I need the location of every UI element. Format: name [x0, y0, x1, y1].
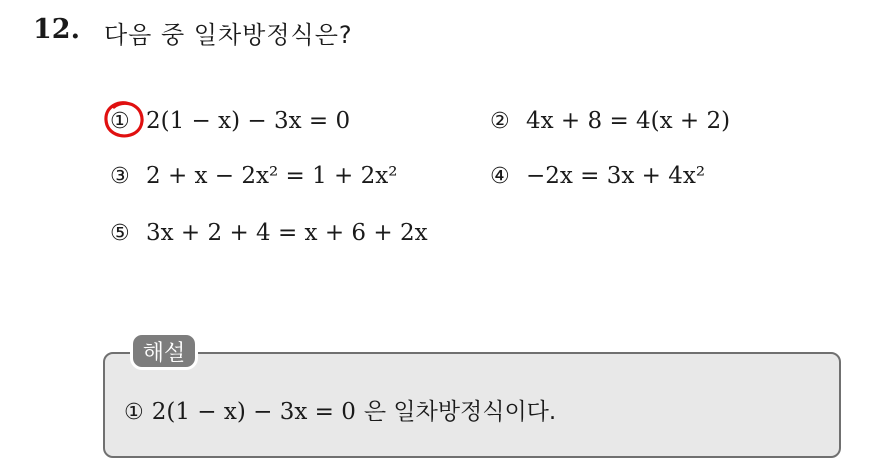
question-number: 12.	[33, 14, 80, 45]
choice-number: ③	[110, 164, 130, 189]
solution-explanation: 은 일차방정식이다.	[363, 399, 557, 425]
choice-number: ⑤	[110, 221, 130, 246]
choice-3[interactable]	[110, 163, 397, 189]
choice-equation: 3x + 2 + 4 = x + 6 + 2x	[146, 220, 428, 246]
choice-equation: 2(1 − x) − 3x = 0	[146, 108, 351, 134]
solution-text	[124, 393, 556, 426]
solution-tab: 해설	[130, 332, 198, 370]
choice-number: ①	[110, 109, 130, 134]
choice-4[interactable]	[490, 163, 705, 189]
choice-equation: 4x + 8 = 4(x + 2)	[526, 108, 731, 134]
choice-equation: 2 + x − 2x² = 1 + 2x²	[146, 163, 398, 189]
choice-number: ②	[490, 109, 510, 134]
choice-number: ④	[490, 164, 510, 189]
answer-mark-circle	[100, 98, 150, 142]
solution-number: ①	[124, 400, 144, 425]
choice-2[interactable]	[490, 108, 730, 134]
question-text: 다음 중 일차방정식은?	[104, 21, 353, 49]
solution-equation: 2(1 − x) − 3x = 0	[151, 399, 356, 425]
choice-equation: −2x = 3x + 4x²	[526, 163, 706, 189]
choice-5[interactable]	[110, 220, 428, 246]
